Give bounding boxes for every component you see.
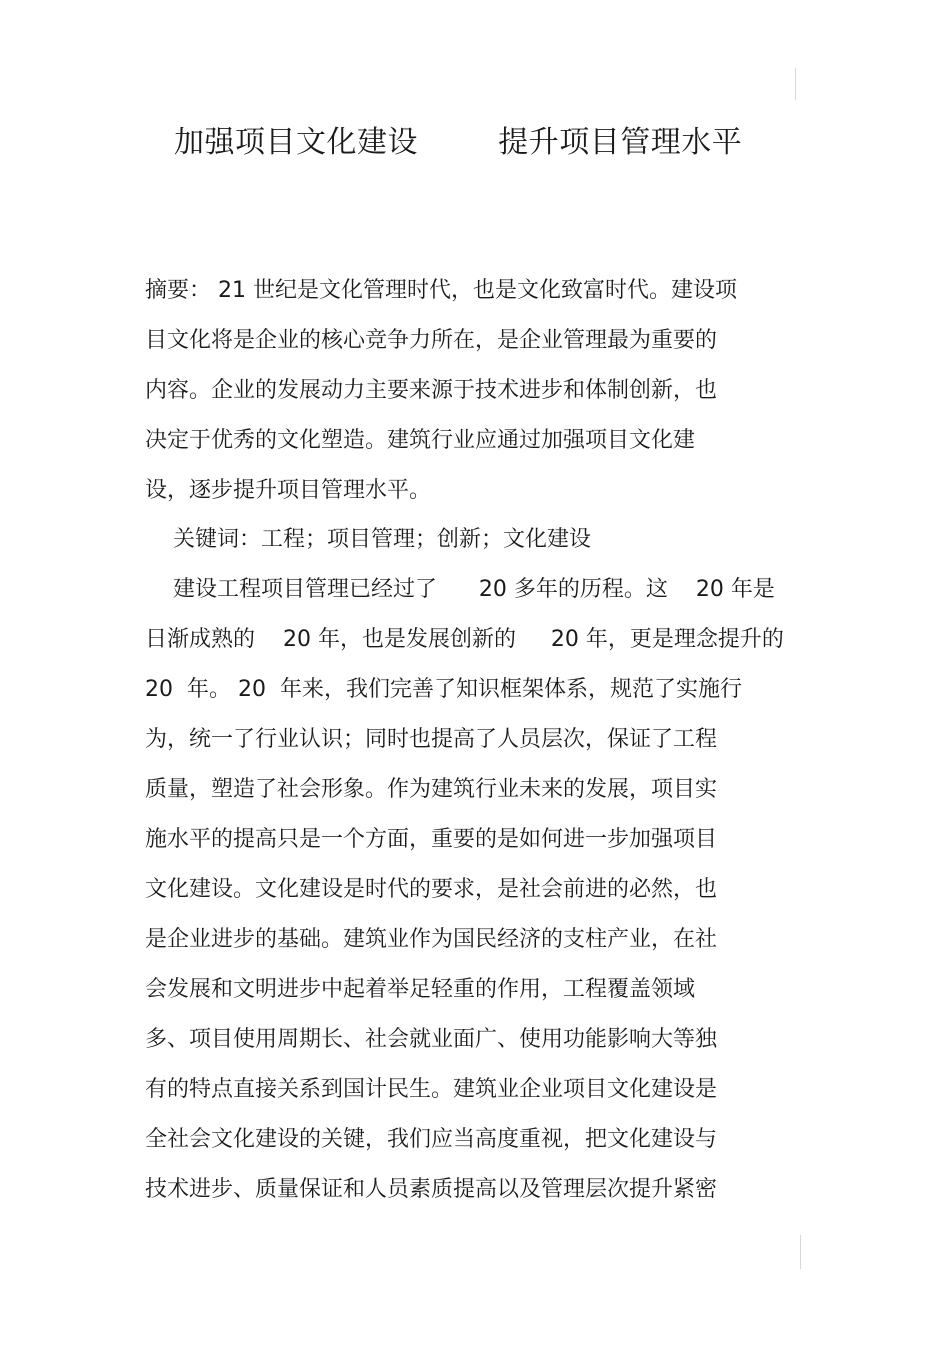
body-line: 全社会文化建设的关键，我们应当高度重视，把文化建设与: [145, 1127, 718, 1152]
body-line: 目文化将是企业的核心竞争力所在，是企业管理最为重要的: [145, 328, 718, 353]
body-line: 日渐成熟的 20 年，也是发展创新的 20 年，更是理念提升的: [145, 627, 784, 652]
keywords-line: 关键词：工程；项目管理；创新；文化建设: [145, 527, 591, 552]
body-line: 内容。企业的发展动力主要来源于技术进步和体制创新，也: [145, 378, 718, 403]
body-line: 是企业进步的基础。建筑业作为国民经济的支柱产业，在社: [145, 927, 718, 952]
body-line: 技术进步、质量保证和人员素质提高以及管理层次提升紧密: [145, 1177, 718, 1202]
body-line: 决定于优秀的文化塑造。建筑行业应通过加强项目文化建: [145, 428, 696, 453]
body-line: 会发展和文明进步中起着举足轻重的作用，工程覆盖领域: [145, 977, 696, 1002]
body-line: 建设工程项目管理已经过了 20 多年的历程。这 20 年是: [145, 577, 775, 602]
body-line: 质量，塑造了社会形象。作为建筑行业未来的发展，项目实: [145, 777, 718, 802]
body-line: 为，统一了行业认识；同时也提高了人员层次，保证了工程: [145, 727, 718, 752]
body-line: 文化建设。文化建设是时代的要求，是社会前进的必然，也: [145, 877, 718, 902]
document-title: 加强项目文化建设 提升项目管理水平: [174, 125, 743, 160]
page-edge-mark-bottom: [800, 1235, 801, 1269]
body-line: 20 年。 20 年来，我们完善了知识框架体系，规范了实施行: [145, 677, 742, 702]
body-line: 有的特点直接关系到国计民生。建筑业企业项目文化建设是: [145, 1077, 718, 1102]
body-line: 施水平的提高只是一个方面，重要的是如何进一步加强项目: [145, 827, 718, 852]
page-edge-mark-top: [795, 68, 796, 100]
body-line: 摘要： 21 世纪是文化管理时代，也是文化致富时代。建设项: [145, 278, 737, 303]
body-line: 多、项目使用周期长、社会就业面广、使用功能影响大等独: [145, 1027, 718, 1052]
body-line: 设，逐步提升项目管理水平。: [145, 478, 432, 503]
